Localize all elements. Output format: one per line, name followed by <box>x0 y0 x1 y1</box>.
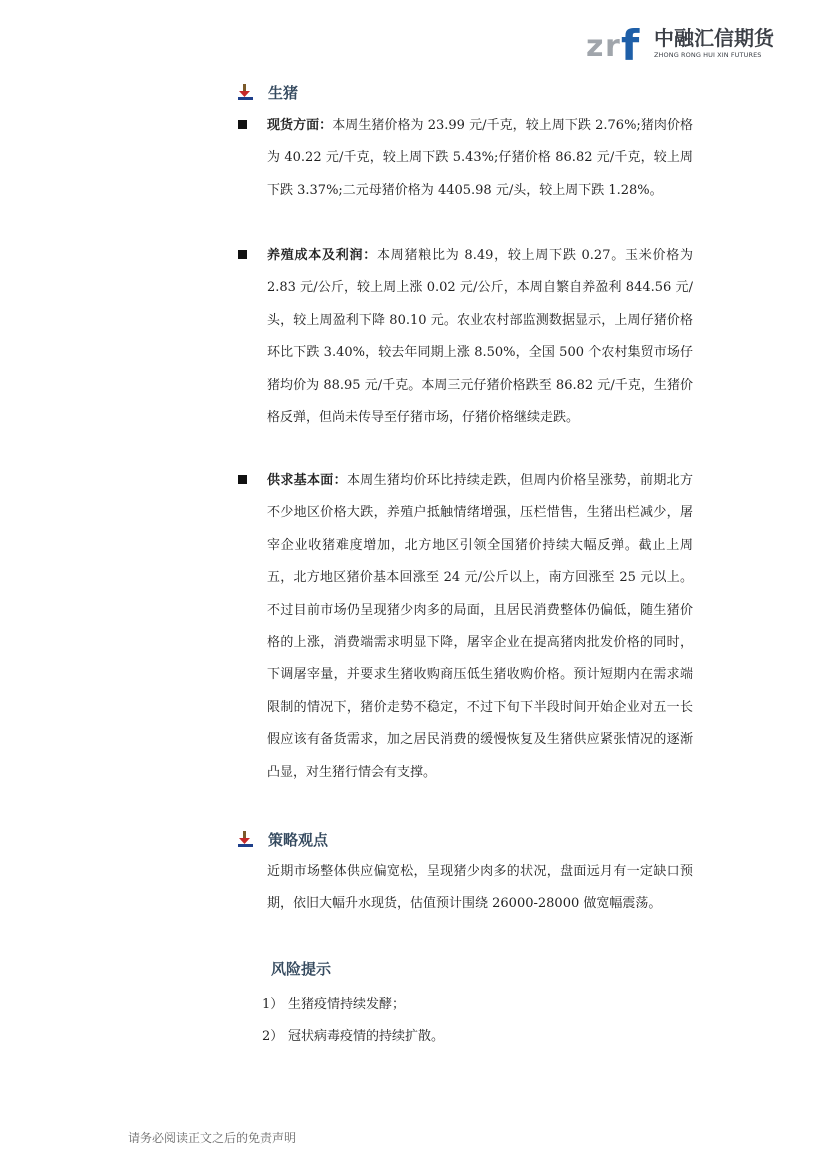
hog-item-label: 现货方面： <box>267 118 333 133</box>
company-logo <box>586 18 776 64</box>
hog-item-body: 本周生猪价格为 23.99 元/千克，较上周下跌 2.76%;猪肉价格为 40.22 元/千克，较上周下跌 5.43%;仔猪价格 86.82 元/千克，较上周下跌 3.37%;二元母猪价格为 4405.98 元/头，较上周下跌 1.28%。 <box>267 118 693 198</box>
hog-item-body: 本周猪粮比为 8.49，较上周下跌 0.27。玉米价格为 2.83 元/公斤，较上周上涨 0.02 元/公斤，本周自繁自养盈利 844.56 元/头，较上周盈利下降 80.10 元。农业农村部监测数据显示，上周仔猪价格环比下跌 3.40%，较去年同期上涨 8.50%，全国 500 个农村集贸市场仔猪均价为 88.95 元/千克。本周三元仔猪价格跌至 86.82 元/千克，生猪价格反弹，但尚未传导至仔猪市场，仔猪价格继续走跌。 <box>267 248 693 426</box>
risk-item-text: 生猪疫情持续发酵； <box>288 997 406 1012</box>
risk-title: 风险提示 <box>271 960 332 978</box>
section-strategy-heading <box>238 829 438 853</box>
hog-item-cost-text <box>267 240 693 434</box>
strategy-paragraph: 近期市场整体供应偏宽松，呈现猪少肉多的状况，盘面远月有一定缺口预期，依旧大幅升水现货，估值预计围绕 26000-28000 做宽幅震荡。 <box>267 864 693 911</box>
risk-item-number: 2） <box>262 1029 284 1044</box>
svg-text:z: z <box>586 29 604 62</box>
hog-item-label: 养殖成本及利润： <box>267 248 378 263</box>
section-hog-title: 生猪 <box>268 84 299 102</box>
section-strategy-title: 策略观点 <box>268 831 329 849</box>
hog-item-supply-demand-text <box>267 465 693 789</box>
zrf-logo-mark-icon <box>586 20 648 62</box>
company-name-en: ZHONG RONG HUI XIN FUTURES <box>654 51 762 59</box>
risk-item-text: 冠状病毒疫情的持续扩散。 <box>288 1029 445 1044</box>
hog-item-supply-demand <box>238 465 698 825</box>
svg-text:r: r <box>605 29 620 62</box>
disclaimer-note: 请务必阅读正文之后的免责声明 <box>128 1131 297 1145</box>
hog-item-spot-text <box>267 110 693 207</box>
arrow-marker-icon <box>238 84 254 102</box>
square-bullet-icon <box>238 120 247 129</box>
hog-item-body: 本周生猪均价环比持续走跌，但周内价格呈涨势，前期北方不少地区价格大跌，养殖户抵触情绪增强，压栏惜售，生猪出栏减少，屠宰企业收猪难度增加，北方地区引领全国猪价持续大幅反弹。截止上周五，北方地区猪价基本回涨至 24 元/公斤以上，南方回涨至 25 元以上。不过目前市场仍呈现猪少肉多的局面，且居民消费整体仍偏低，随生猪价格的上涨，消费端需求明显下降，屠宰企业在提高猪肉批发价格的同时，下调屠宰量，并要求生猪收购商压低生猪收购价格。预计短期内在需求端限制的情况下，猪价走势不稳定，不过下旬下半段时间开始企业对五一长假应该有备货需求，加之居民消费的缓慢恢复及生猪供应紧张情况的逐渐凸显，对生猪行情会有支撑。 <box>267 473 693 780</box>
hog-item-cost <box>238 240 698 462</box>
section-hog-heading <box>238 82 438 106</box>
square-bullet-icon <box>238 475 247 484</box>
hog-item-label: 供求基本面： <box>267 473 347 488</box>
hog-item-spot <box>238 110 698 238</box>
company-name-cn: 中融汇信期货 <box>654 26 774 50</box>
svg-text:f: f <box>621 21 640 62</box>
risk-item-number: 1） <box>262 997 284 1012</box>
risk-item <box>262 1025 444 1044</box>
risk-item <box>262 993 405 1012</box>
arrow-marker-icon <box>238 831 254 849</box>
square-bullet-icon <box>238 250 247 259</box>
